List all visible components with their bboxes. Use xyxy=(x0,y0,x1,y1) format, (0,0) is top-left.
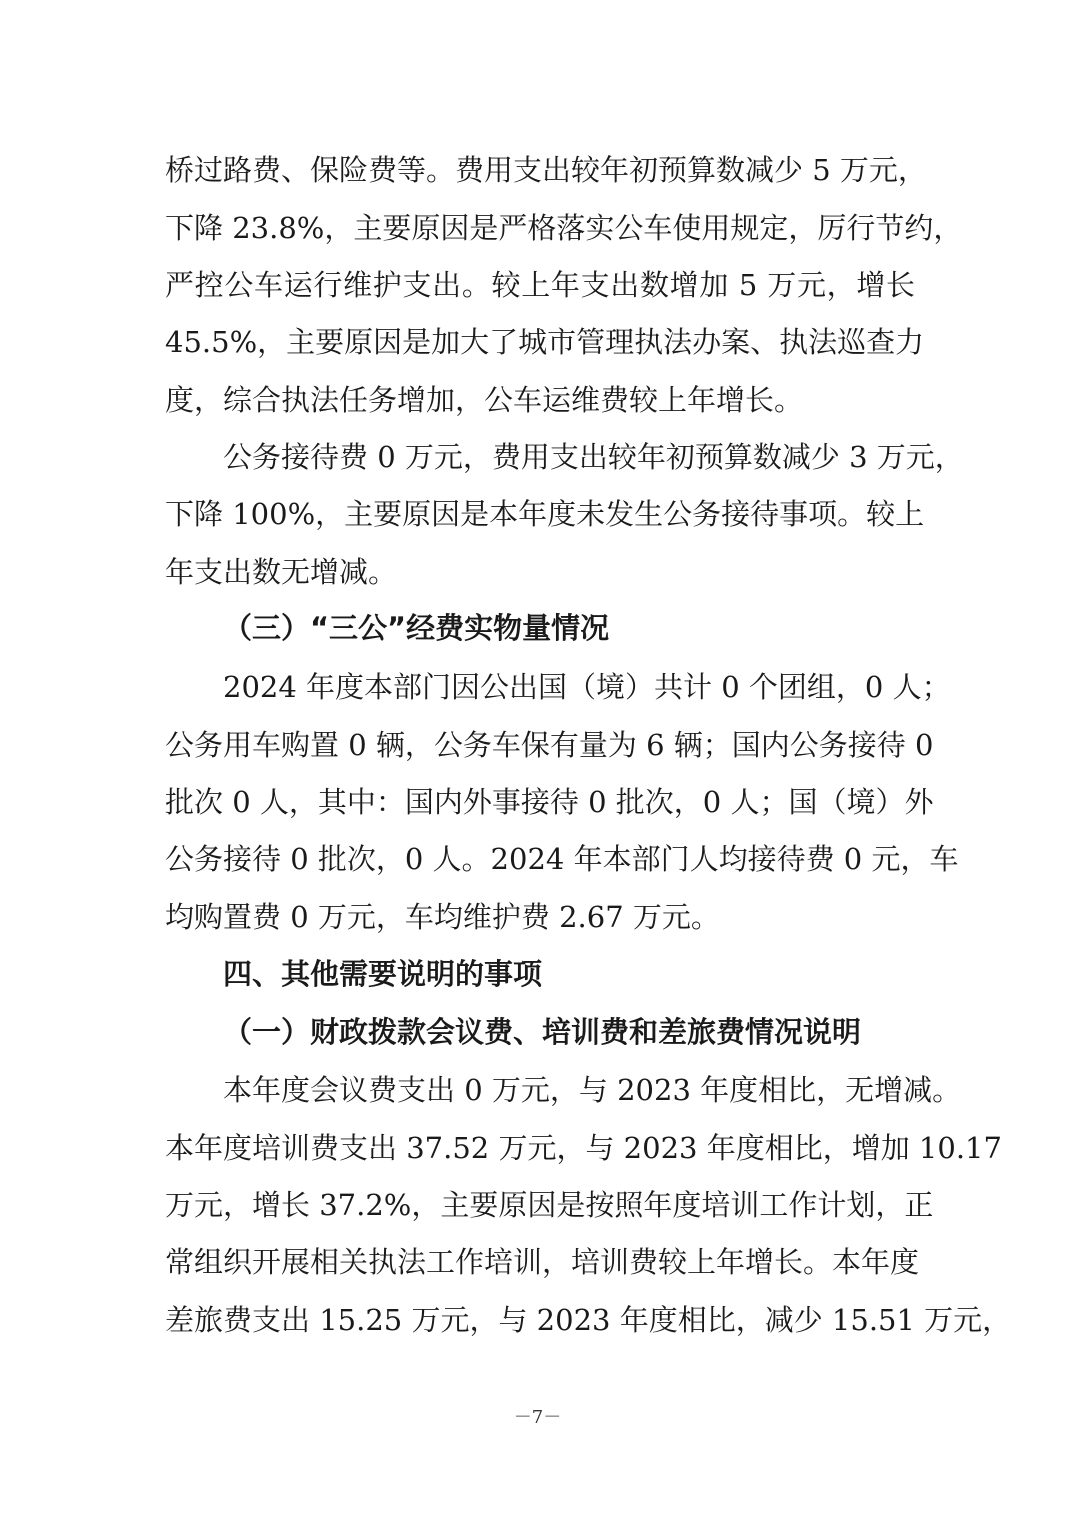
paragraph-line: 45.5%，主要原因是加大了城市管理执法办案、执法巡查力 xyxy=(165,325,925,359)
page-number: －7－ xyxy=(513,1407,562,1428)
paragraph-line: 2024 年度本部门因公出国（境）共计 0 个团组，0 人； xyxy=(223,670,951,704)
paragraph-line: 度，综合执法任务增加，公车运维费较上年增长。 xyxy=(165,383,804,417)
paragraph-line: 严控公车运行维护支出。较上年支出数增加 5 万元，增长 xyxy=(165,268,915,302)
paragraph-line: 常组织开展相关执法工作培训，培训费较上年增长。本年度 xyxy=(165,1245,920,1279)
paragraph-line: 下降 23.8%，主要原因是严格落实公车使用规定，厉行节约， xyxy=(165,211,963,245)
paragraph-line: 公务用车购置 0 辆，公务车保有量为 6 辆；国内公务接待 0 xyxy=(165,728,934,762)
paragraph-line: 本年度培训费支出 37.52 万元，与 2023 年度相比，增加 10.17 xyxy=(165,1131,1002,1165)
paragraph-line: 差旅费支出 15.25 万元，与 2023 年度相比，减少 15.51 万元， xyxy=(165,1303,1012,1337)
paragraph-line: 批次 0 人，其中：国内外事接待 0 批次，0 人；国（境）外 xyxy=(165,785,934,819)
paragraph-line: 万元，增长 37.2%，主要原因是按照年度培训工作计划，正 xyxy=(165,1188,934,1222)
paragraph-line: 公务接待 0 批次，0 人。2024 年本部门人均接待费 0 元，车 xyxy=(165,842,959,876)
paragraph-line: 年支出数无增减。 xyxy=(165,555,398,589)
paragraph-line: 下降 100%，主要原因是本年度未发生公务接待事项。较上 xyxy=(165,497,925,531)
section-heading: （三）“三公”经费实物量情况 xyxy=(223,611,610,645)
paragraph-line: 桥过路费、保险费等。费用支出较年初预算数减少 5 万元， xyxy=(165,153,927,187)
paragraph-line: 本年度会议费支出 0 万元，与 2023 年度相比，无增减。 xyxy=(223,1073,962,1107)
paragraph-line: 公务接待费 0 万元，费用支出较年初预算数减少 3 万元， xyxy=(223,440,964,474)
subsection-heading: （一）财政拨款会议费、培训费和差旅费情况说明 xyxy=(223,1015,862,1049)
paragraph-line: 均购置费 0 万元，车均维护费 2.67 万元。 xyxy=(165,900,720,934)
section-heading: 四、其他需要说明的事项 xyxy=(223,957,543,991)
